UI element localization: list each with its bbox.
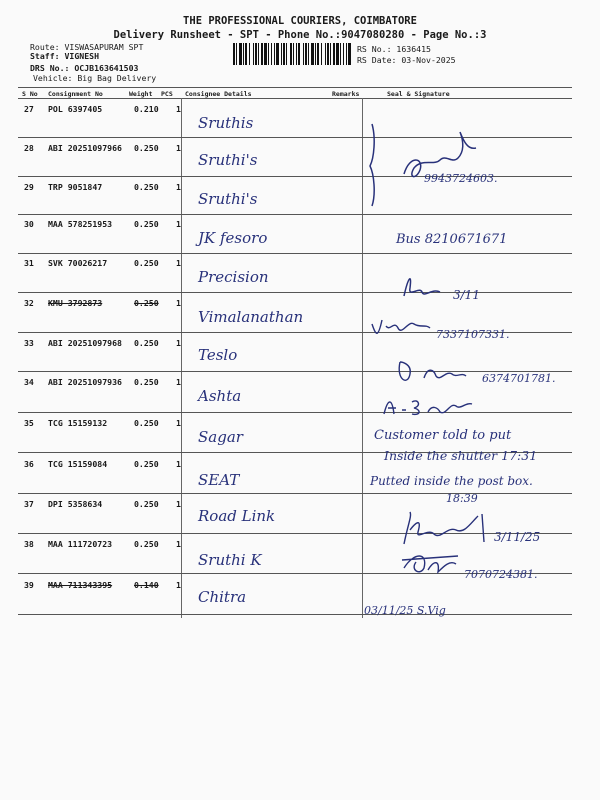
- row-27-pcs: 1: [176, 104, 181, 114]
- row-27-sno: 27: [24, 104, 34, 114]
- row-34-consignee: Ashta: [198, 387, 242, 405]
- row-32-phone: 7337107331.: [436, 328, 510, 341]
- table-top-rule: [18, 87, 572, 88]
- row-divider: [18, 493, 572, 494]
- row-37-signature-scribble: [398, 508, 494, 548]
- row-32-pcs: 1: [176, 298, 181, 308]
- row-35-consignee: Sagar: [198, 428, 243, 446]
- vehicle-label: Vehicle: Big Bag Delivery: [33, 73, 157, 83]
- row-35-remark-line2: Inside the shutter 17:31: [384, 448, 538, 463]
- row-37-consignee: Road Link: [198, 507, 276, 525]
- row-39-weight: 0.140: [134, 580, 159, 590]
- row-39-pcs: 1: [176, 580, 181, 590]
- col-header-seal: Seal & Signature: [387, 90, 450, 98]
- handwritten-brace-and-signature: [360, 118, 580, 210]
- company-title: THE PROFESSIONAL COURIERS, COIMBATORE: [183, 15, 417, 27]
- col-header-pcs: PCS: [161, 90, 173, 98]
- row-32-sno: 32: [24, 298, 34, 308]
- row-39-consignment: MAA 711343395: [48, 580, 113, 590]
- row-33-consignee: Teslo: [198, 346, 238, 364]
- row-31-weight: 0.250: [134, 258, 159, 268]
- row-divider: [18, 214, 572, 215]
- row-divider: [18, 614, 572, 615]
- row-38-pcs: 1: [176, 539, 181, 549]
- route-label: Route: VISWASAPURAM SPT: [30, 42, 144, 52]
- row-37-consignment: DPI 5358634: [48, 499, 103, 509]
- drs-number: DRS No.: OCJB163641503: [30, 63, 139, 73]
- row-28-phone: 9943724603.: [424, 172, 498, 185]
- row-divider: [18, 253, 572, 254]
- row-29-sno: 29: [24, 182, 34, 192]
- row-38-signature-scribble: [400, 548, 464, 578]
- col-header-details: Consignee Details: [185, 90, 252, 98]
- row-35-remark-line1: Customer told to put: [374, 428, 512, 443]
- row-31-pcs: 1: [176, 258, 181, 268]
- row-38-phone: 7070724381.: [464, 568, 538, 581]
- row-38-consignee: Sruthi K: [198, 551, 262, 569]
- row-38-weight: 0.250: [134, 539, 159, 549]
- row-30-sno: 30: [24, 219, 34, 229]
- row-31-consignee: Precision: [198, 268, 269, 286]
- row-33-weight: 0.250: [134, 338, 159, 348]
- row-divider: [18, 412, 572, 413]
- row-31-consignment: SVK 70026217: [48, 258, 108, 268]
- col-header-remarks: Remarks: [332, 90, 360, 98]
- row-32-weight: 0.250: [134, 298, 159, 308]
- row-27-weight: 0.210: [134, 104, 159, 114]
- row-36-time: 18:39: [446, 492, 478, 505]
- row-29-consignment: TRP 9051847: [48, 182, 103, 192]
- row-31-date: 3/11: [453, 288, 480, 302]
- row-34-signature-scribble: [380, 394, 480, 418]
- col-header-weight: Weight: [129, 90, 153, 98]
- row-30-pcs: 1: [176, 219, 181, 229]
- row-36-remark: Putted inside the post box.: [370, 474, 533, 488]
- row-36-sno: 36: [24, 459, 34, 469]
- row-36-weight: 0.250: [134, 459, 159, 469]
- row-36-pcs: 1: [176, 459, 181, 469]
- row-37-pcs: 1: [176, 499, 181, 509]
- row-30-consignment: MAA 578251953: [48, 219, 113, 229]
- row-37-date: 3/11/25: [494, 530, 541, 544]
- runsheet-subtitle: Delivery Runsheet - SPT - Phone No.:9047080280 - Page No.:3: [113, 29, 487, 41]
- row-29-weight: 0.250: [134, 182, 159, 192]
- rs-number: RS No.: 1636415: [357, 44, 431, 54]
- row-35-consignment: TCG 15159132: [48, 418, 108, 428]
- row-27-consignee: Sruthis: [198, 114, 254, 132]
- row-29-pcs: 1: [176, 182, 181, 192]
- row-28-pcs: 1: [176, 143, 181, 153]
- row-38-consignment: MAA 111720723: [48, 539, 113, 549]
- row-27-consignment: POL 6397405: [48, 104, 103, 114]
- row-39-sno: 39: [24, 580, 34, 590]
- row-35-weight: 0.250: [134, 418, 159, 428]
- row-34-weight: 0.250: [134, 377, 159, 387]
- row-28-consignment: ABI 20251097966: [48, 143, 122, 153]
- row-33-sno: 33: [24, 338, 34, 348]
- row-30-consignee: JK fesoro: [198, 229, 268, 247]
- row-33-phone: 6374701781.: [482, 372, 556, 385]
- row-37-sno: 37: [24, 499, 34, 509]
- row-30-signature: Bus 8210671671: [396, 232, 508, 247]
- barcode-image: [233, 43, 353, 65]
- row-32-consignee: Vimalanathan: [198, 308, 304, 326]
- row-28-consignee: Sruthi's: [198, 151, 258, 169]
- col-header-consignment: Consignment No: [48, 90, 103, 98]
- row-34-consignment: ABI 20251097936: [48, 377, 122, 387]
- row-33-pcs: 1: [176, 338, 181, 348]
- row-28-weight: 0.250: [134, 143, 159, 153]
- row-37-weight: 0.250: [134, 499, 159, 509]
- row-32-consignment: KMU 3792873: [48, 298, 103, 308]
- rs-date: RS Date: 03-Nov-2025: [357, 55, 456, 65]
- row-30-weight: 0.250: [134, 219, 159, 229]
- row-33-signature-scribble: [394, 356, 474, 388]
- table-header-rule: [18, 98, 572, 99]
- row-35-pcs: 1: [176, 418, 181, 428]
- row-35-sno: 35: [24, 418, 34, 428]
- row-36-consignee: SEAT: [198, 471, 240, 489]
- row-31-signature-scribble: [398, 268, 448, 302]
- row-34-pcs: 1: [176, 377, 181, 387]
- row-39-consignee: Chitra: [198, 588, 247, 606]
- row-29-consignee: Sruthi's: [198, 190, 258, 208]
- row-34-sno: 34: [24, 377, 34, 387]
- row-divider: [18, 292, 572, 293]
- staff-label: Staff: VIGNESH: [30, 51, 100, 61]
- row-33-consignment: ABI 20251097968: [48, 338, 122, 348]
- row-38-sno: 38: [24, 539, 34, 549]
- col-header-sno: S No: [22, 90, 38, 98]
- row-36-consignment: TCG 15159084: [48, 459, 108, 469]
- row-39-signature: 03/11/25 S.Vig: [364, 604, 446, 617]
- row-28-sno: 28: [24, 143, 34, 153]
- row-31-sno: 31: [24, 258, 34, 268]
